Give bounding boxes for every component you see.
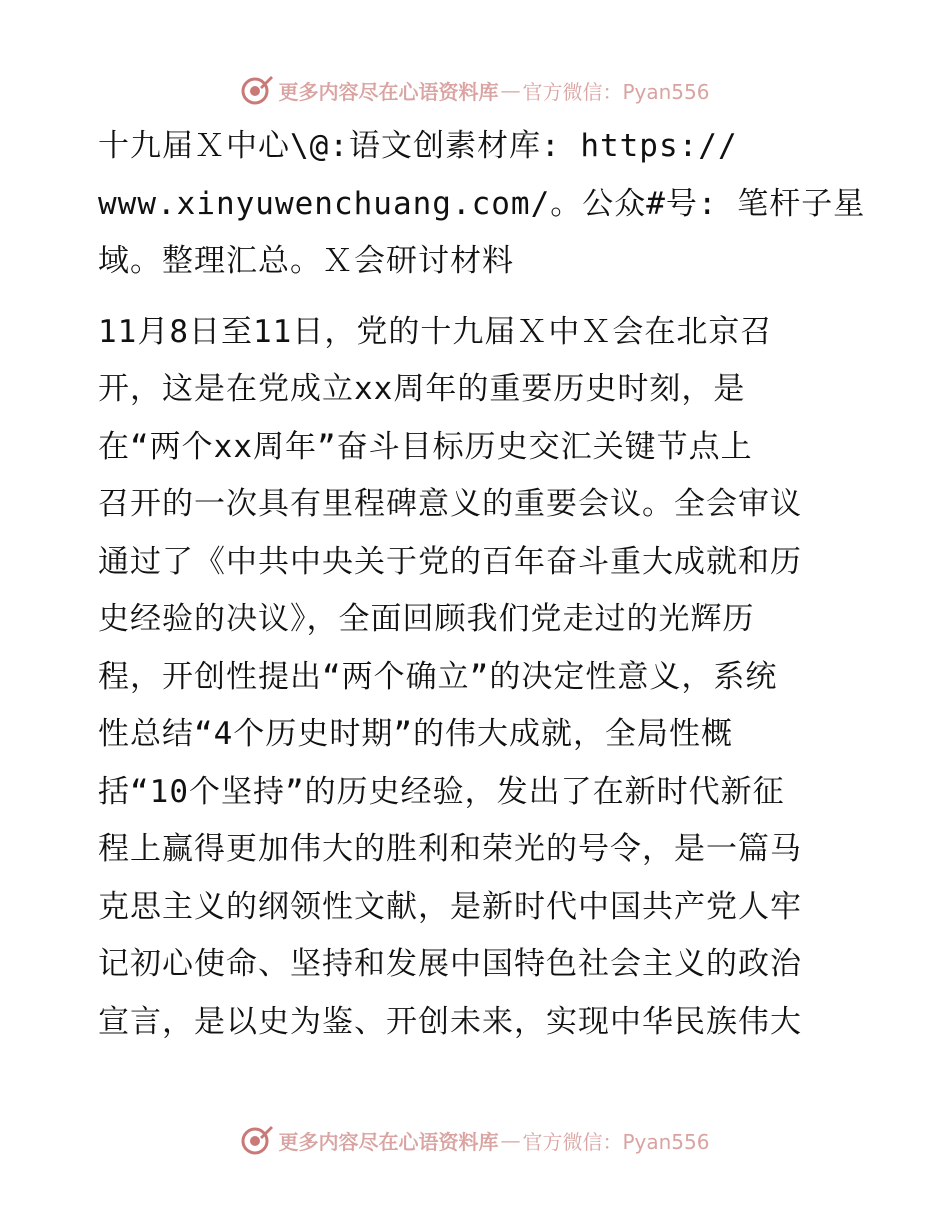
text-line: www.xinyuwenchuang.com/。公众#号: 笔杆子星 [98,185,866,222]
header-watermark [0,70,950,110]
watermark-brand-text: 更多内容尽在心语资料库 [278,1129,499,1154]
footer-watermark [0,1120,950,1160]
pen-logo-icon [240,73,274,107]
paragraph-main [98,304,858,1052]
paragraph-intro [98,118,866,291]
text-line: 通过了《中共中央关于党的百年奋斗重大成就和历 [98,543,802,580]
text-line: 召开的一次具有里程碑意义的重要会议。全会审议 [98,486,802,522]
text-line: 程，开创性提出“两个确立”的决定性意义，系统 [98,658,778,695]
watermark-brand-text: 更多内容尽在心语资料库 [278,79,499,104]
watermark-separator: — [500,78,521,102]
text-line: 克思主义的纲领性文献，是新时代中国共产党人牢 [98,888,802,925]
pen-logo-icon [240,1123,274,1157]
text-line: 性总结“4个历史时期”的伟大成就，全局性概 [98,716,733,752]
text-line: 开，这是在党成立xx周年的重要历史时刻，是 [98,371,746,407]
text-line: 十九届Ｘ中心\@:语文创素材库: https:// [98,128,738,164]
text-line: 程上赢得更加伟大的胜利和荣光的号令，是一篇马 [98,831,802,867]
text-line: 域。整理汇总。Ｘ会研讨材料 [98,243,514,279]
text-line: 括“10个坚持”的历史经验，发出了在新时代新征 [98,773,785,810]
watermark-contact: 官方微信：Pyan556 [522,79,710,104]
text-line: 11月8日至11日，党的十九届Ｘ中Ｘ会在北京召 [98,313,773,350]
text-line: 宣言，是以史为鉴、开创未来，实现中华民族伟大 [98,1003,802,1040]
watermark-separator: — [500,1128,521,1152]
document-body [98,118,866,1051]
watermark-contact: 官方微信：Pyan556 [522,1129,710,1154]
text-line: 史经验的决议》，全面回顾我们党走过的光辉历 [98,601,755,637]
text-line: 在“两个xx周年”奋斗目标历史交汇关键节点上 [98,428,753,465]
text-line: 记初心使命、坚持和发展中国特色社会主义的政治 [98,946,802,982]
